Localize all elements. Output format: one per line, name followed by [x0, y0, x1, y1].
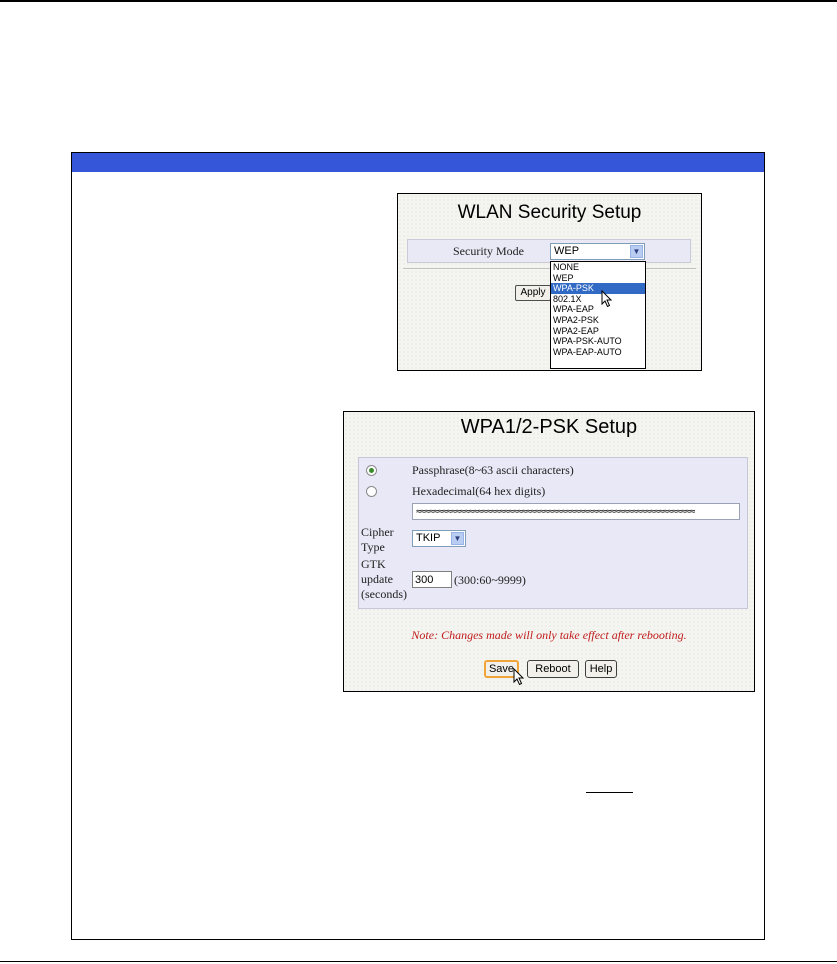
wpa-psk-title: WPA1/2-PSK Setup: [460, 416, 638, 438]
hexadecimal-label: Hexadecimal(64 hex digits): [412, 484, 546, 498]
top-rule: [0, 0, 837, 2]
security-mode-value: WEP: [554, 245, 580, 257]
gtk-label-line: update: [361, 572, 393, 586]
apply-button[interactable]: Apply: [515, 285, 551, 301]
hexadecimal-radio[interactable]: [366, 486, 377, 497]
passphrase-radio[interactable]: [366, 465, 377, 476]
help-button[interactable]: Help: [585, 660, 617, 678]
reboot-note: Note: Changes made will only take effect after rebooting.: [411, 628, 687, 642]
cipher-label-line: Type: [361, 540, 385, 554]
chevron-down-icon[interactable]: ▼: [630, 245, 643, 258]
wpa-psk-form: [358, 457, 748, 609]
save-button[interactable]: Save: [484, 660, 519, 678]
gtk-label-line: (seconds): [361, 587, 407, 601]
option-wpa-eap[interactable]: WPA-EAP: [553, 304, 594, 315]
gtk-label-line: GTK: [361, 557, 386, 571]
text-underline: [586, 792, 633, 793]
option-wpa-psk[interactable]: WPA-PSK: [551, 283, 645, 294]
radio-selected-dot: [369, 468, 374, 473]
wlan-security-panel: [397, 193, 702, 371]
option-wep[interactable]: WEP: [553, 272, 574, 283]
security-mode-options[interactable]: [550, 261, 646, 369]
option-wpa2-psk[interactable]: WPA2-PSK: [553, 314, 599, 325]
cipher-type-select[interactable]: [412, 530, 466, 547]
reboot-button[interactable]: Reboot: [527, 660, 579, 678]
gtk-update-label: [361, 557, 409, 602]
gtk-range-hint: (300:60~9999): [454, 573, 526, 587]
cipher-type-label: [361, 525, 401, 555]
option-wpa-eap-auto[interactable]: WPA-EAP-AUTO: [553, 346, 622, 357]
wpa-psk-panel: [343, 411, 755, 692]
cipher-type-value: TKIP: [416, 532, 441, 544]
chevron-down-icon[interactable]: ▼: [451, 532, 464, 545]
figure-header-bar: [72, 153, 764, 172]
option-none[interactable]: NONE: [553, 262, 580, 272]
cipher-label-line: Cipher: [361, 525, 394, 539]
gtk-update-input[interactable]: [412, 571, 452, 588]
option-wpa2-eap[interactable]: WPA2-EAP: [553, 325, 599, 336]
security-mode-row: [407, 239, 691, 263]
wlan-security-title: WLAN Security Setup: [457, 202, 642, 223]
security-mode-select[interactable]: [550, 243, 645, 260]
mouse-cursor-icon: [513, 668, 525, 686]
bottom-rule: [0, 961, 837, 962]
security-mode-label: Security Mode: [453, 244, 524, 258]
passphrase-label: Passphrase(8~63 ascii characters): [412, 463, 574, 477]
option-wpa-psk-auto[interactable]: WPA-PSK-AUTO: [553, 336, 622, 347]
mouse-cursor-icon: [601, 290, 613, 308]
option-8021x[interactable]: 802.1X: [553, 293, 582, 304]
passphrase-input[interactable]: [412, 503, 740, 520]
